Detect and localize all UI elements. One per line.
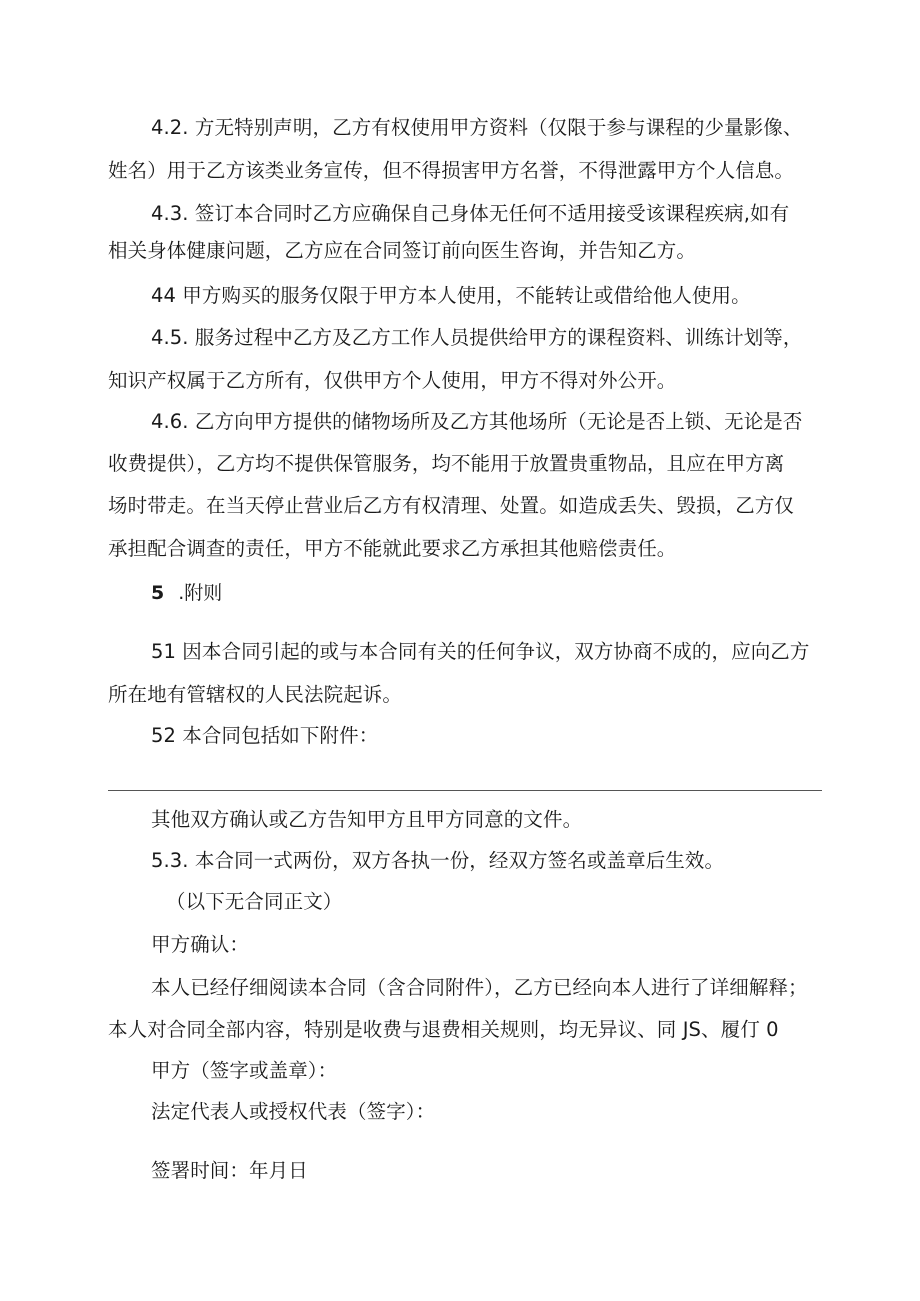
- clause-4-3-line-2: 相关身体健康问题，乙方应在合同签订前向医生咨询，并告知乙方。: [108, 239, 697, 262]
- clause-5-2-line-1: 52 本合同包括如下附件：: [151, 724, 379, 747]
- signing-date-label: 签署时间：年月日: [151, 1159, 308, 1182]
- representative-signature-label: 法定代表人或授权代表（签字）：: [151, 1100, 436, 1123]
- confirmation-line-2: 本人对合同全部内容，特别是收费与退费相关规则，均无异议、同 JS、履仃 0: [108, 1018, 779, 1041]
- clause-5-1-line-2: 所在地有管辖权的人民法院起诉。: [108, 683, 403, 706]
- divider-rule: [108, 790, 822, 791]
- section-5-title: .附则: [178, 582, 223, 604]
- confirmation-line-1: 本人已经仔细阅读本合同（含合同附件），乙方已经向本人进行了详细解释；: [151, 976, 808, 999]
- clause-4-6-line-2: 收费提供），乙方均不提供保管服务，均不能用于放置贵重物品，且应在甲方离: [108, 452, 785, 475]
- clause-5-1-line-1: 51 因本合同引起的或与本合同有关的任何争议，双方协商不成的，应向乙方: [151, 640, 810, 663]
- confirmation-title: 甲方确认：: [151, 933, 250, 956]
- section-5-heading: [151, 579, 222, 607]
- clause-5-3-line: 5.3. 本合同一式两份，双方各执一份，经双方签名或盖章后生效。: [151, 849, 725, 872]
- clause-4-6-line-4: 承担配合调查的责任，甲方不能就此要求乙方承担其他赔偿责任。: [108, 537, 677, 560]
- clause-4-6-line-1: 4.6. 乙方向甲方提供的储物场所及乙方其他场所（无论是否上锁、无论是否: [151, 410, 803, 433]
- end-of-text-note: （以下无合同正文）: [166, 890, 343, 913]
- clause-4-4-line-1: 44 甲方购买的服务仅限于甲方本人使用，不能转让或借给他人使用。: [151, 284, 751, 307]
- section-5-number: 5: [151, 582, 165, 604]
- other-documents-line: 其他双方确认或乙方告知甲方且甲方同意的文件。: [151, 808, 583, 831]
- clause-4-5-line-2: 知识产权属于乙方所有，仅供甲方个人使用，甲方不得对外公开。: [108, 369, 677, 392]
- clause-4-5-line-1: 4.5. 服务过程中乙方及乙方工作人员提供给甲方的课程资料、训练计划等，: [151, 326, 803, 349]
- clause-4-3-line-1: 4.3. 签订本合同时乙方应确保自己身体无任何不适用接受该课程疾病,如有: [151, 202, 790, 225]
- clause-4-2-line-2: 姓名）用于乙方该类业务宣传，但不得损害甲方名誉，不得泄露甲方个人信息。: [108, 159, 795, 182]
- clause-4-6-line-3: 场时带走。在当天停止营业后乙方有权清理、处置。如造成丢失、毁损，乙方仅: [108, 494, 795, 517]
- party-a-signature-label: 甲方（签字或盖章）：: [151, 1059, 338, 1082]
- clause-4-2-line-1: 4.2. 方无特别声明，乙方有权使用甲方资料（仅限于参与课程的少量影像、: [151, 116, 803, 139]
